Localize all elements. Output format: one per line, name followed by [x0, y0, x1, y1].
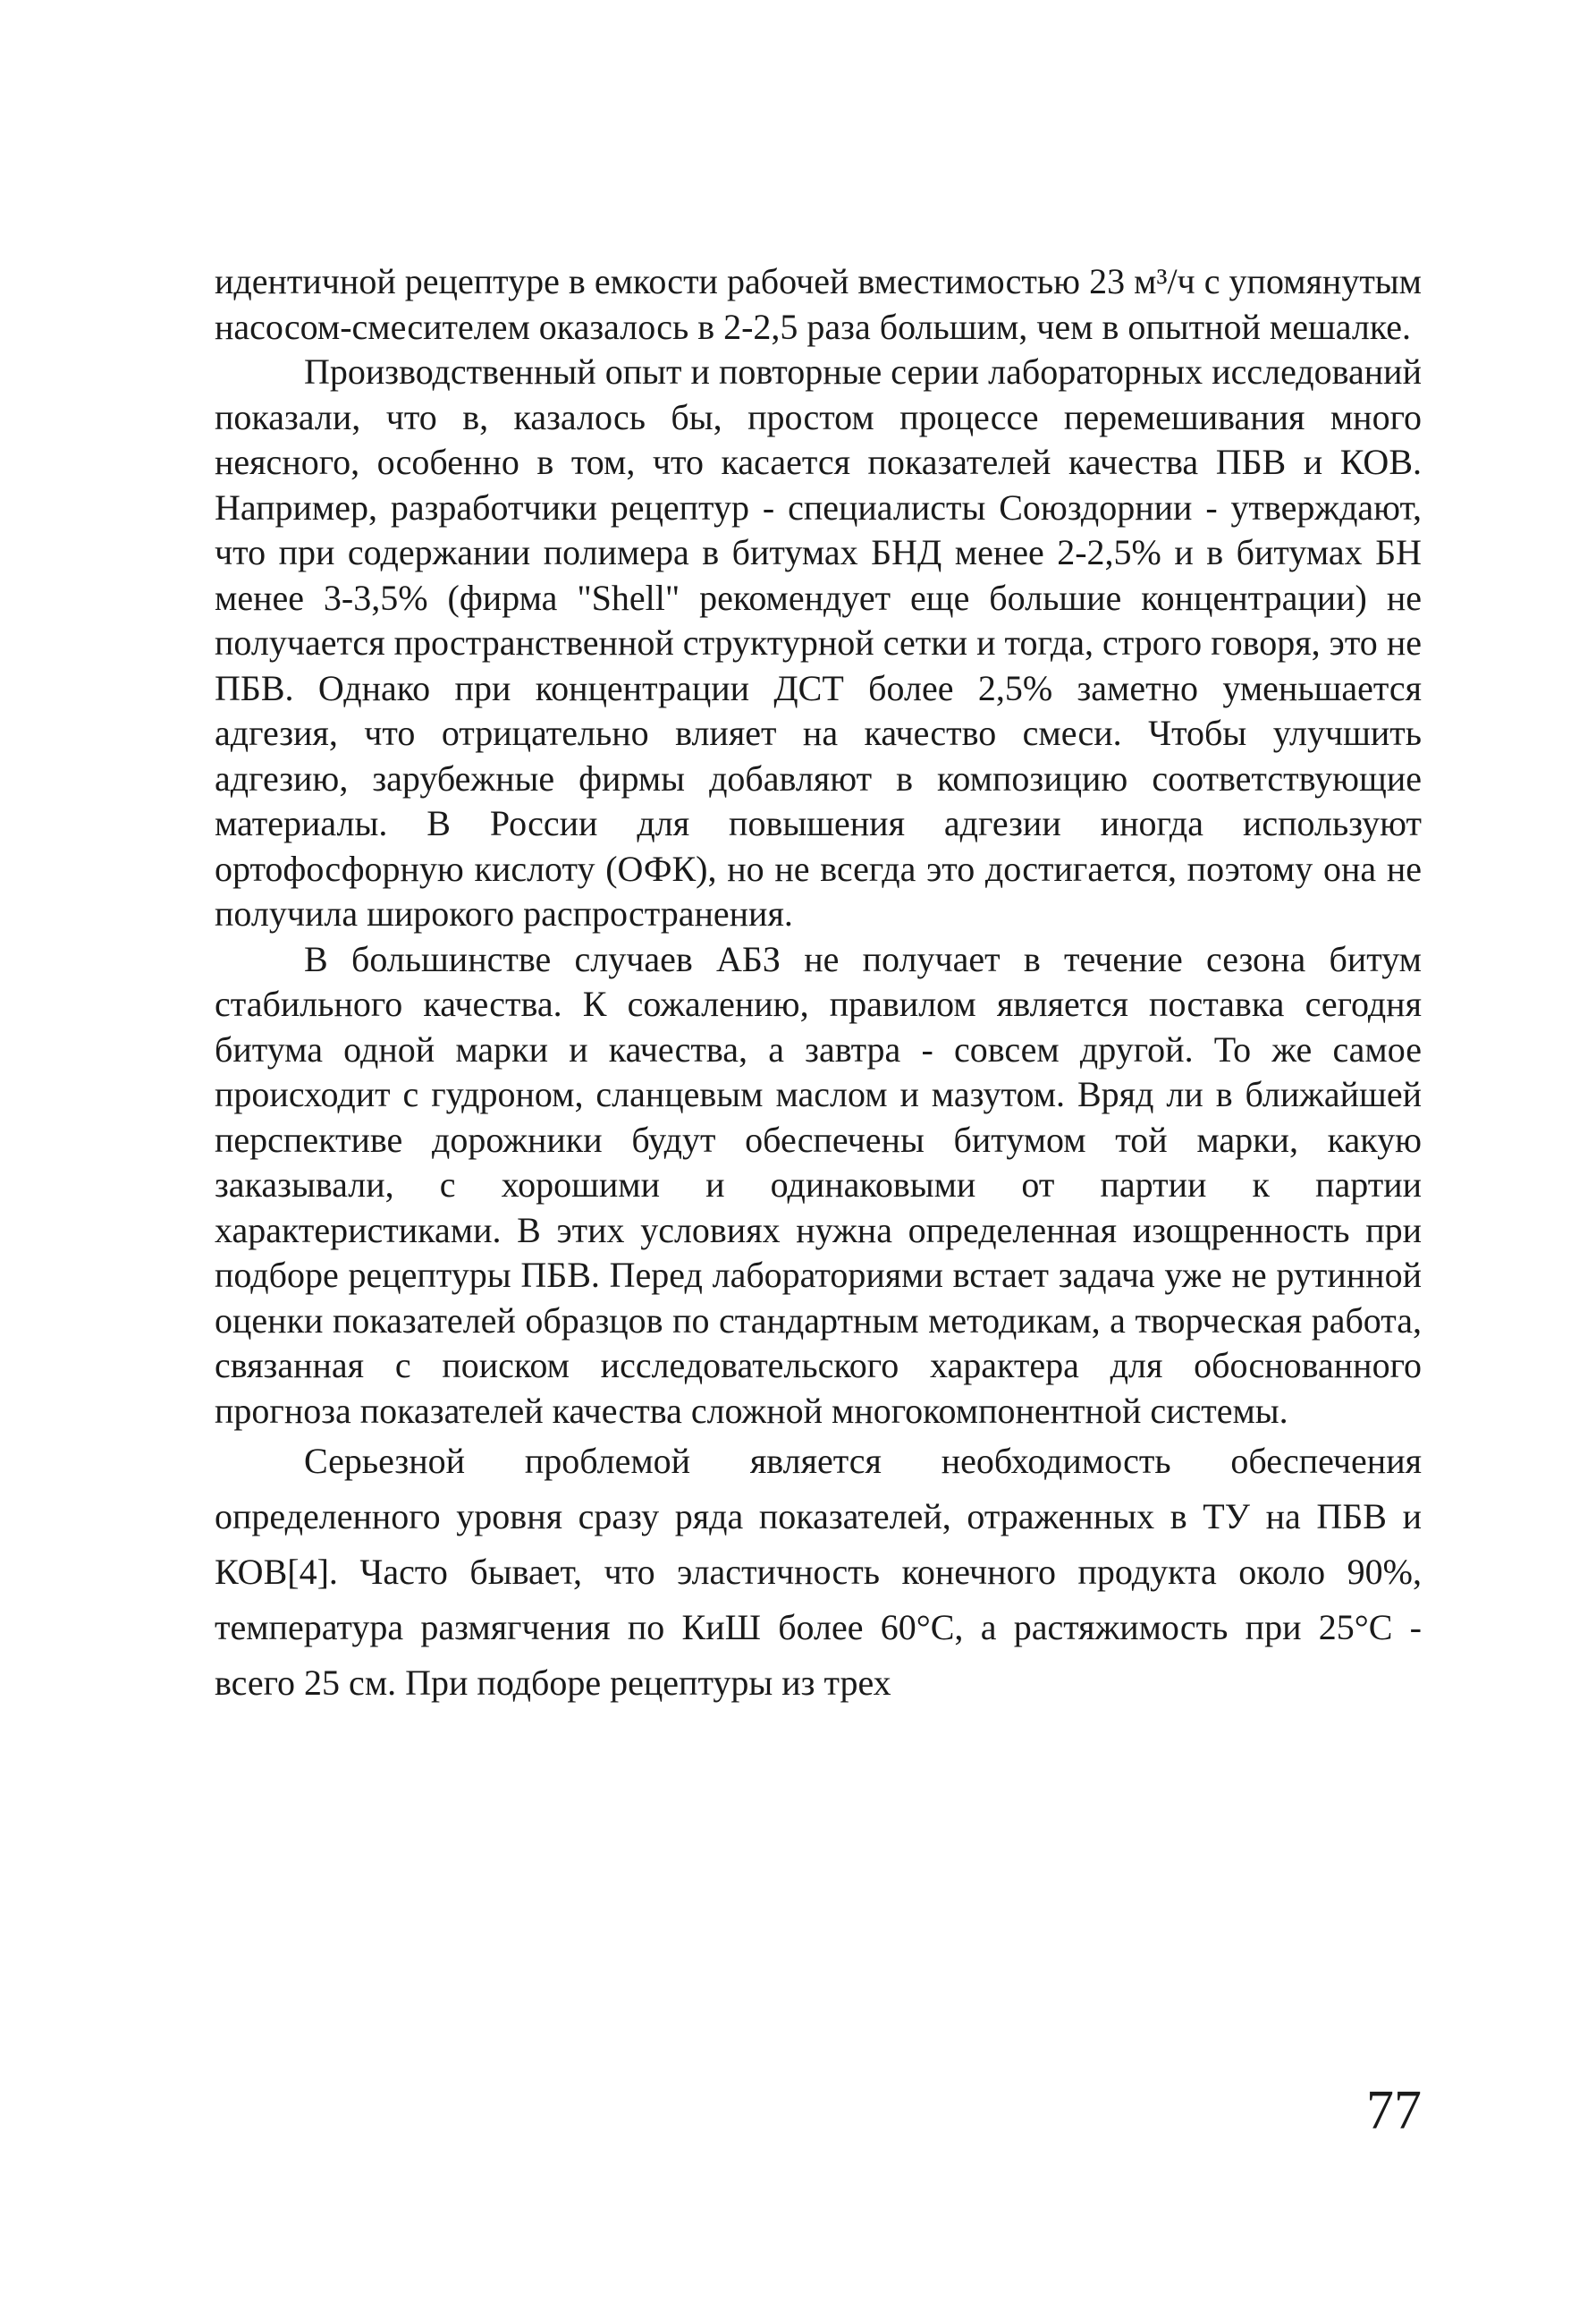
page-number: 77 [1366, 2080, 1422, 2141]
document-page [215, 259, 1422, 1711]
paragraph-mixing-research: Производственный опыт и повторные серии лабораторных исследований показали, что в, казалось бы, простом процессе перемешивания много неясного, особенно в том, что касается показателей качества ПБВ и КОВ. Например, разработчики рецептур - специалисты Союздорнии - утверждают, что при содержании полимера в битумах БНД менее 2-2,5% и в битумах БН менее 3-3,5% (фирма "Shell" рекомендует еще большие концентрации) не получается пространственной структурной сетки и тогда, строго говоря, это не ПБВ. Однако при концентрации ДСТ более 2,5% заметно уменьшается адгезия, что отрицательно влияет на качество смеси. Чтобы улучшить адгезию, зарубежные фирмы добавляют в композицию соответствующие материалы. В России для повышения адгезии иногда используют ортофосфорную кислоту (ОФК), но не всегда это достигается, поэтому она не получила широкого распространения. [215, 351, 1422, 934]
paragraph-specification-problem: Серьезной проблемой является необходимость обеспечения определенного уровня сразу ряда показателей, отраженных в ТУ на ПБВ и КОВ[4]. Часто бывает, что эластичность конечного продукта около 90%, температура размягчения по КиШ более 60°С, а растяжимость при 25°С - всего 25 см. При подборе рецептуры из трех [215, 1441, 1422, 1703]
paragraph-continuation: идентичной рецептуре в емкости рабочей вместимостью 23 м³/ч с упомянутым насосом-смесителем оказалось в 2-2,5 раза большим, чем в опытной мешалке. [215, 261, 1422, 347]
paragraph-bitumen-quality: В большинстве случаев АБЗ не получает в течение сезона битум стабильного качества. К сожалению, правилом является поставка сегодня битума одной марки и качества, а завтра - совсем другой. То же самое происходит с гудроном, сланцевым маслом и мазутом. Вряд ли в ближайшей перспективе дорожники будут обеспечены битумом той марки, какую заказывали, с хорошими и одинаковыми от партии к партии характеристиками. В этих условиях нужна определенная изощренность при подборе рецептуры ПБВ. Перед лабораториями встает задача уже не рутинной оценки показателей образцов по стандартным методикам, а творческая работа, связанная с поиском исследовательского характера для обоснованного прогноза показателей качества сложной многокомпонентной системы. [215, 938, 1422, 1431]
